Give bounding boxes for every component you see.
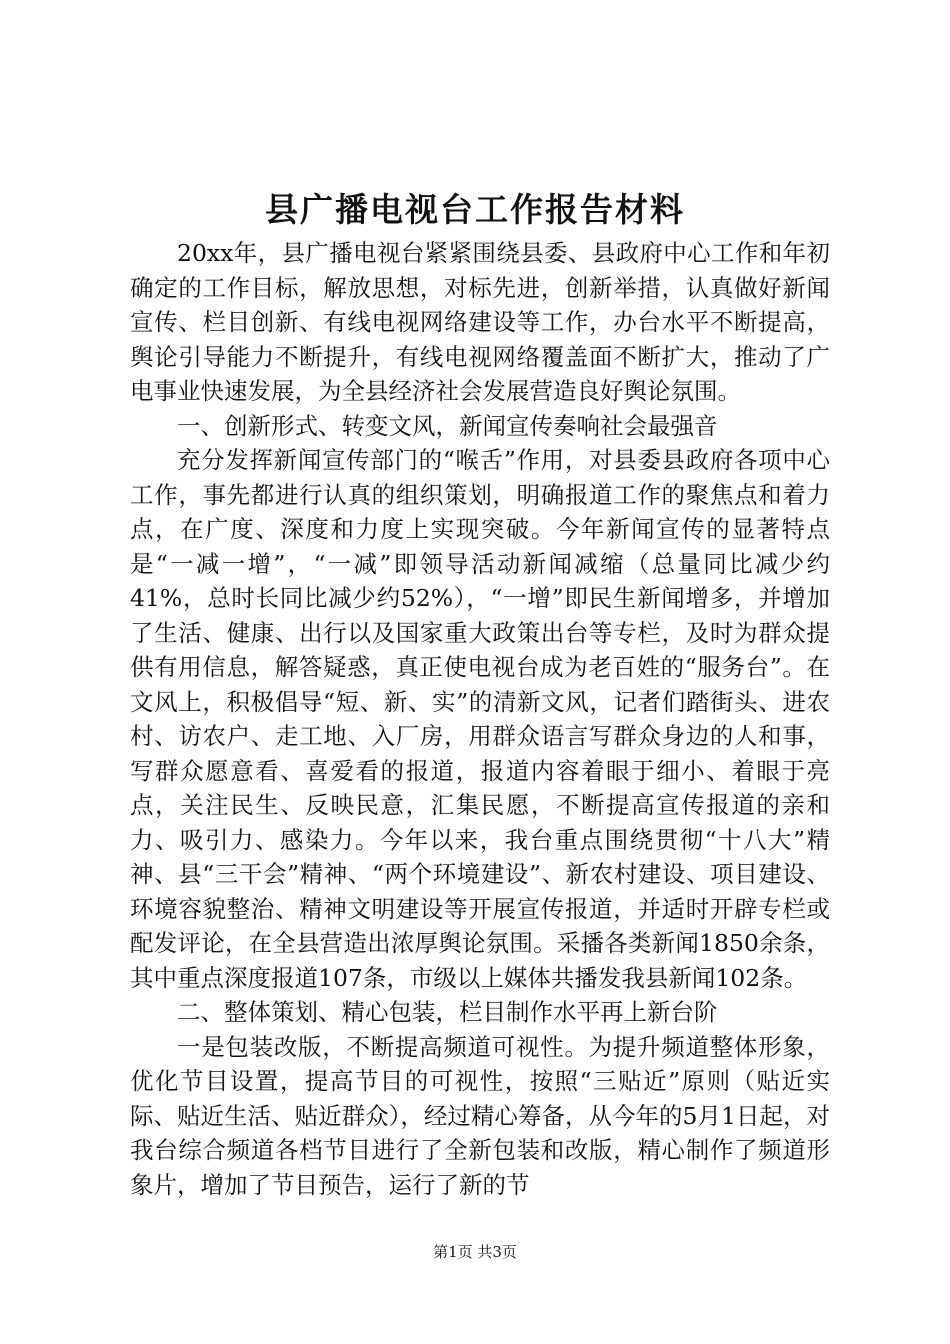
section-heading-1: 一、创新形式、转变文风，新闻宣传奏响社会最强音: [177, 411, 718, 440]
paragraph-intro: 20xx年，县广播电视台紧紧围绕县委、县政府中心工作和年初确定的工作目标，解放思想，对标先进，创新举措，认真做好新闻宣传、栏目创新、有线电视网络建设等工作，办台水平不断提高，舆论引导能力不断提升，有线电视网络覆盖面不断扩大，推动了广电事业快速发展，为全县经济社会发展营造良好舆论氛围。: [130, 239, 830, 405]
document-title: 县广播电视台工作报告材料: [265, 190, 685, 229]
document-body: [130, 236, 830, 1202]
section-heading-2: 二、整体策划、精心包装，栏目制作水平再上新台阶: [177, 998, 718, 1026]
paragraph-news-publicity: 充分发挥新闻宣传部门的“喉舌”作用，对县委县政府各项中心工作，事先都进行认真的组织策划，明确报道工作的聚焦点和着力点，在广度、深度和力度上实现突破。今年新闻宣传的显著特点是“一减一增”，“一减”即领导活动新闻减缩（总量同比减少约41%，总时长同比减少约52%），“一增”即民生新闻增多，并增加了生活、健康、出行以及国家重大政策出台等专栏，及时为群众提供有用信息，解答疑惑，真正使电视台成为老百姓的“服务台”。在文风上，积极倡导“短、新、实”的清新文风，记者们踏街头、进农村、访农户、走工地、入厂房，用群众语言写群众身边的人和事，写群众愿意看、喜爱看的报道，报道内容着眼于细小、着眼于亮点，关注民生、反映民意，汇集民愿，不断提高宣传报道的亲和力、吸引力、感染力。今年以来，我台重点围绕贯彻“十八大”精神、县“三干会”精神、“两个环境建设”、新农村建设、项目建设、环境容貌整治、精神文明建设等开展宣传报道，并适时开辟专栏或配发评论，在全县营造出浓厚舆论氛围。采播各类新闻1850余条，其中重点深度报道107条，市级以上媒体共播发我县新闻102条。: [130, 446, 830, 992]
page-number-footer: 第1页 共3页: [433, 1243, 517, 1261]
paragraph-packaging-revision: 一是包装改版，不断提高频道可视性。为提升频道整体形象，优化节目设置，提高节目的可视性，按照“三贴近”原则（贴近实际、贴近生活、贴近群众），经过精心筹备，从今年的5月1日起，对我台综合频道各档节目进行了全新包装和改版，精心制作了频道形象片，增加了节目预告，运行了新的节: [130, 1032, 830, 1199]
